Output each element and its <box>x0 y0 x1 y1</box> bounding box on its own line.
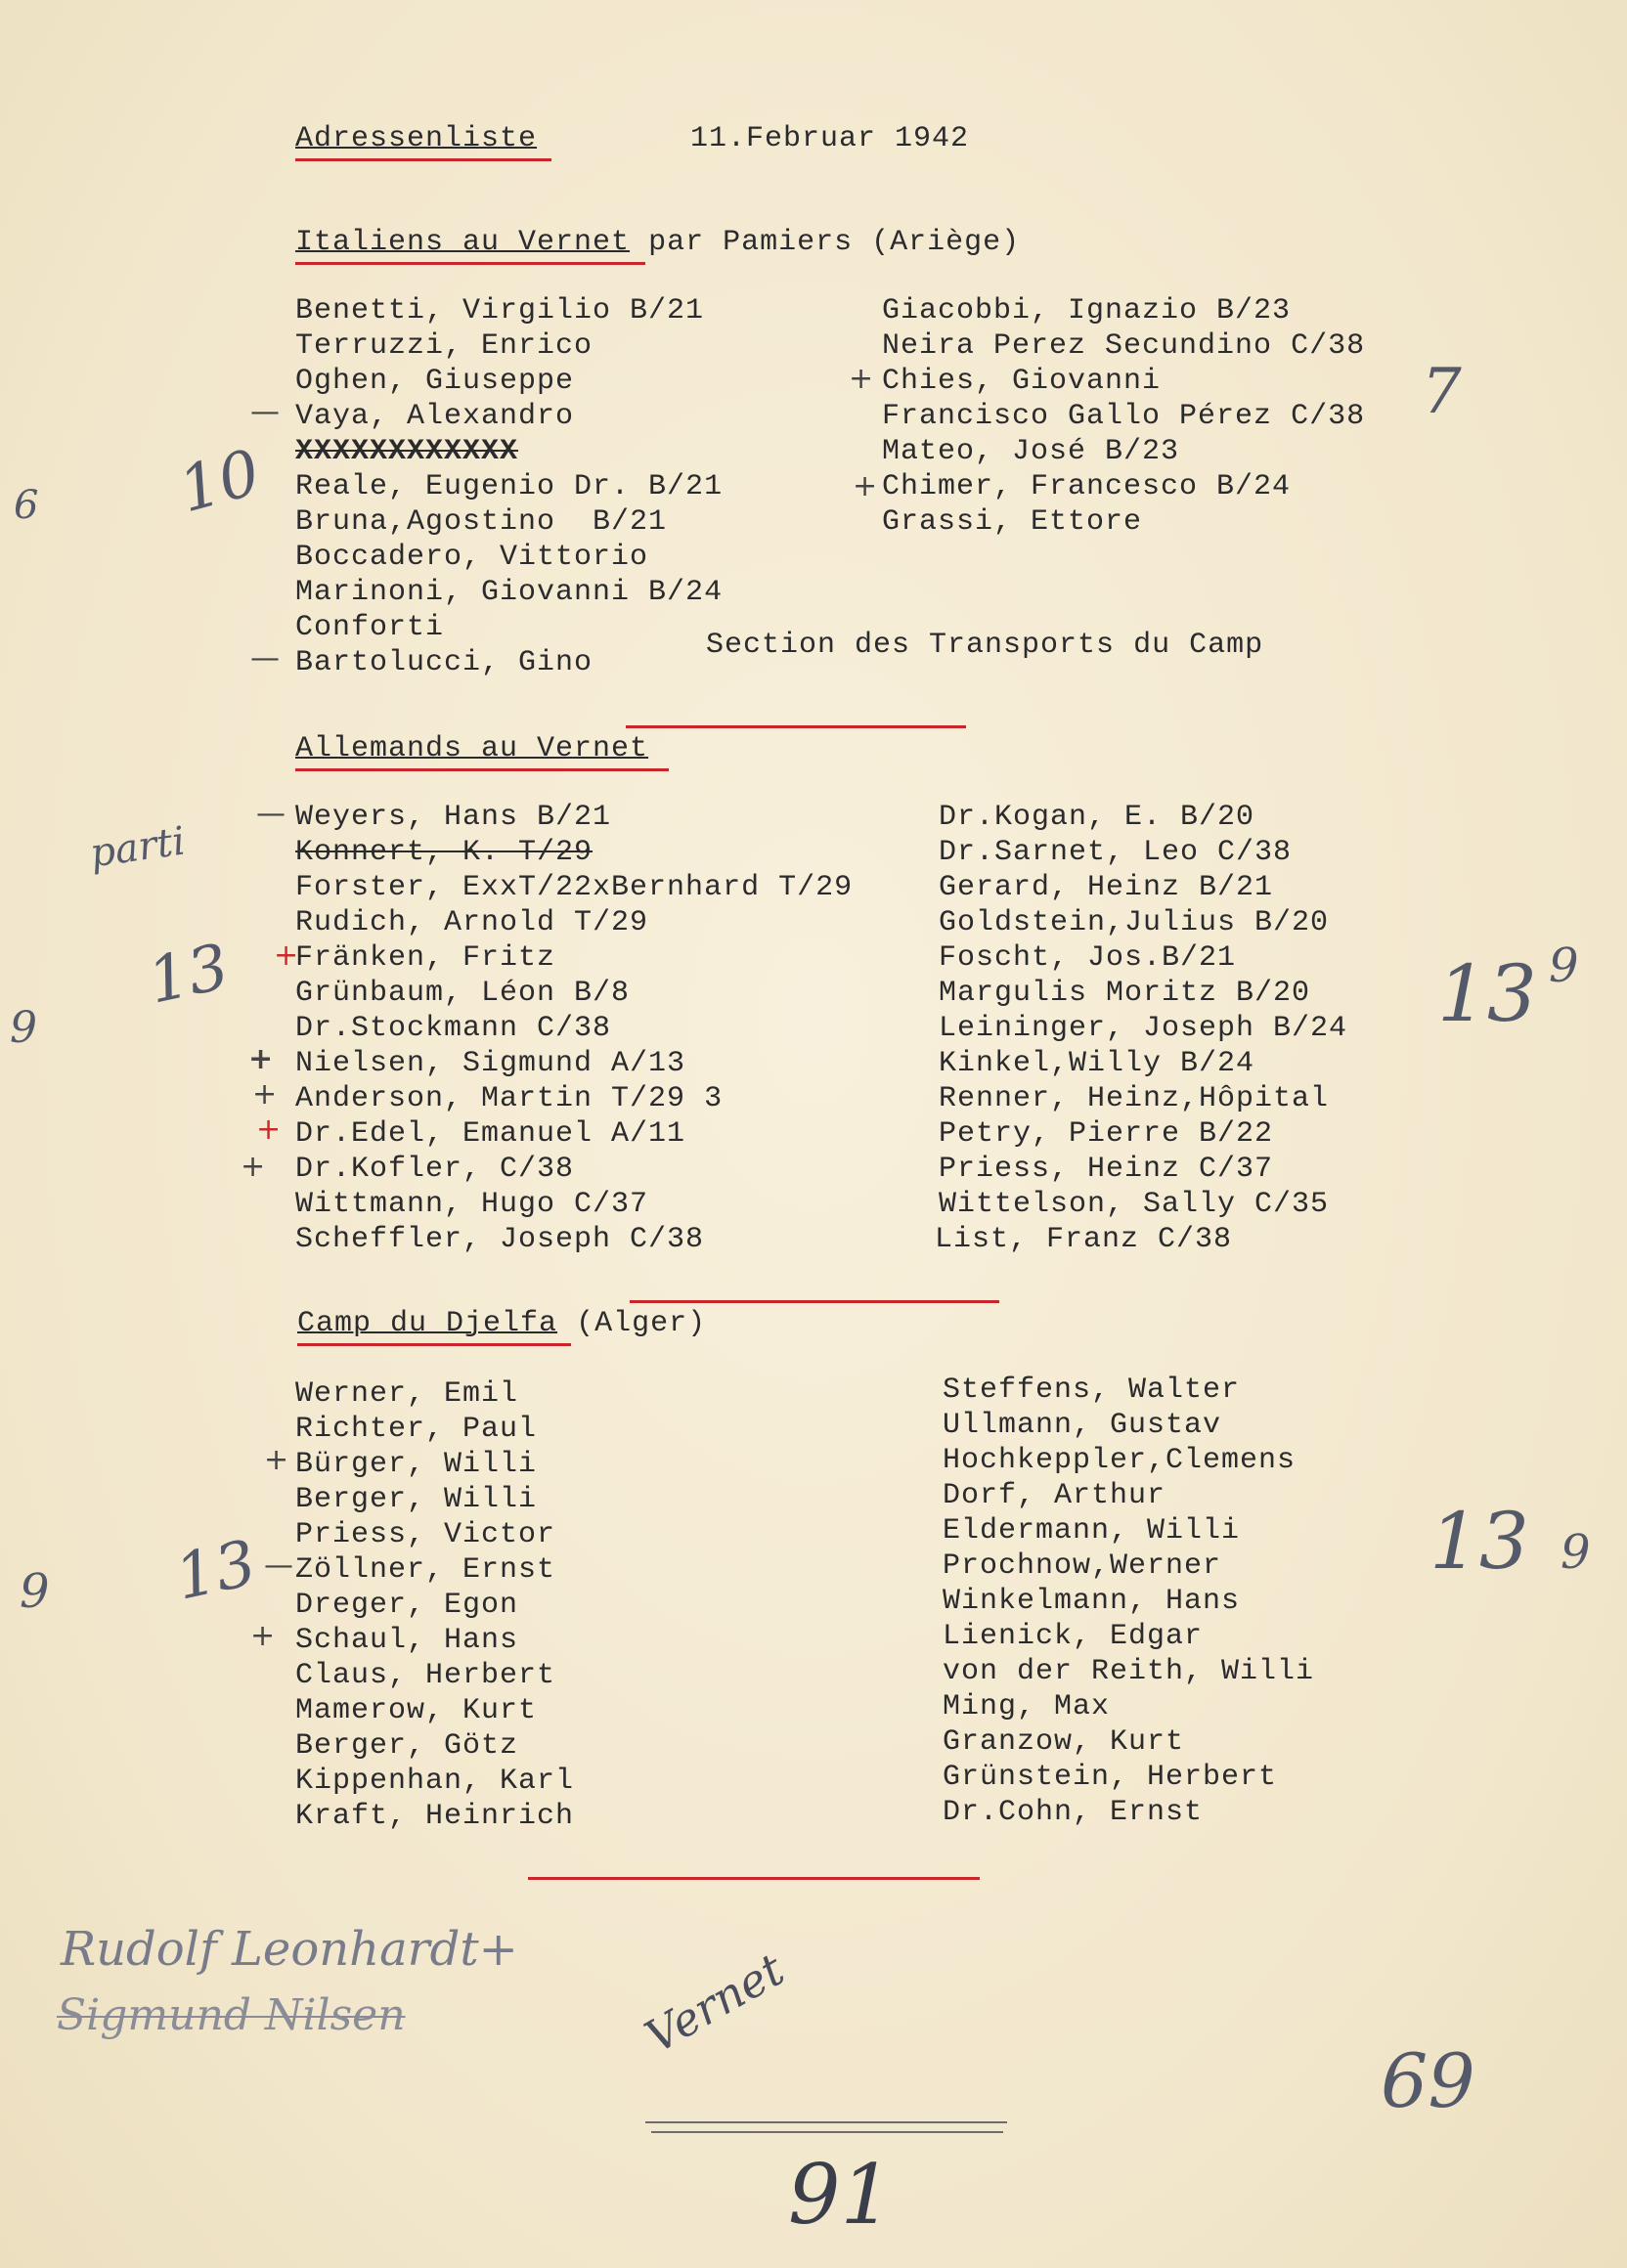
handwritten-total: 69 <box>1381 2037 1475 2124</box>
separator-red-line <box>626 725 966 728</box>
italiens-red-underline <box>295 262 645 265</box>
list-item: Kinkel,Willy B/24 <box>939 1047 1255 1080</box>
list-item: Schaul, Hans <box>295 1624 519 1657</box>
list-item: Winkelmann, Hans <box>943 1585 1241 1618</box>
separator-red-line <box>528 1877 980 1880</box>
list-item: Granzow, Kurt <box>943 1725 1185 1759</box>
list-item: Conforti <box>295 611 445 644</box>
list-item: Werner, Emil <box>295 1377 519 1411</box>
handwritten-count: 9 <box>1549 938 1579 993</box>
plus-mark: + <box>241 1150 266 1184</box>
list-item: Dr.Stockmann C/38 <box>295 1012 612 1045</box>
list-item: Bürger, Willi <box>295 1448 538 1481</box>
list-item: Reale, Eugenio Dr. B/21 <box>295 470 724 503</box>
document-date: 11.Februar 1942 <box>690 122 970 155</box>
list-item: Kraft, Heinrich <box>295 1800 575 1833</box>
handwritten-name-crossed: Sigmund Nilsen <box>57 1990 406 2040</box>
list-item: Ming, Max <box>943 1690 1111 1723</box>
allemands-red-underline <box>295 768 669 771</box>
plus-mark: + <box>248 1042 274 1076</box>
djelfa-heading-rest: (Alger) <box>576 1307 707 1340</box>
plus-mark: + <box>853 469 878 503</box>
list-item: Grünbaum, Léon B/8 <box>295 977 631 1010</box>
section-heading-allemands: Allemands au Vernet <box>295 732 649 765</box>
list-item: Vaya, Alexandro <box>295 400 575 433</box>
list-item: Priess, Victor <box>295 1518 556 1551</box>
list-item: Rudich, Arnold T/29 <box>295 906 649 939</box>
list-item: von der Reith, Willi <box>943 1655 1315 1688</box>
list-item: Foscht, Jos.B/21 <box>939 941 1237 975</box>
list-item: Francisco Gallo Pérez C/38 <box>882 400 1366 433</box>
list-item: Petry, Pierre B/22 <box>939 1117 1274 1151</box>
list-item: Priess, Heinz C/37 <box>939 1153 1274 1186</box>
list-item: Wittmann, Hugo C/37 <box>295 1188 649 1221</box>
list-item: Scheffler, Joseph C/38 <box>295 1223 705 1256</box>
list-item: Dr.Kogan, E. B/20 <box>939 801 1255 834</box>
dash-mark: — <box>264 1548 293 1583</box>
dash-mark: — <box>256 797 286 831</box>
handwritten-grand-total: 91 <box>788 2147 893 2243</box>
list-item: Oghen, Giuseppe <box>295 365 575 398</box>
section-heading-italiens <box>295 225 1020 260</box>
djelfa-heading-main: Camp du Djelfa <box>297 1307 558 1340</box>
dash-mark: — <box>250 641 280 676</box>
list-item: Anderson, Martin T/29 3 <box>295 1082 724 1115</box>
list-item: Eldermann, Willi <box>943 1514 1241 1548</box>
list-item: Giacobbi, Ignazio B/23 <box>882 294 1292 327</box>
total-rule <box>645 2121 1007 2123</box>
italiens-heading-main: Italiens au Vernet <box>295 226 631 259</box>
list-item-crossed: XXXXXXXXXXXX <box>295 435 519 468</box>
handwritten-count: 9 <box>20 1564 50 1619</box>
handwritten-count: 13 <box>1437 948 1537 1039</box>
list-item: List, Franz C/38 <box>935 1223 1233 1256</box>
list-item: Chies, Giovanni <box>882 365 1162 398</box>
list-item: Claus, Herbert <box>295 1659 556 1692</box>
section-heading-djelfa <box>297 1306 706 1341</box>
list-item: Richter, Paul <box>295 1413 538 1446</box>
list-item: Neira Perez Secundino C/38 <box>882 329 1366 363</box>
handwritten-count: 7 <box>1422 356 1462 428</box>
list-item: Margulis Moritz B/20 <box>939 977 1311 1010</box>
list-item: Grünstein, Herbert <box>943 1761 1278 1794</box>
plus-mark: + <box>250 1619 276 1653</box>
total-rule <box>651 2131 1003 2133</box>
list-item: Kippenhan, Karl <box>295 1765 575 1798</box>
list-item-crossed: Konnert, K. T/29 <box>295 836 594 869</box>
list-item: Mamerow, Kurt <box>295 1694 538 1727</box>
list-item: Steffens, Walter <box>943 1374 1241 1407</box>
list-item: Bruna,Agostino B/21 <box>295 505 668 539</box>
list-item: Prochnow,Werner <box>943 1549 1222 1583</box>
title-red-underline <box>295 158 551 161</box>
list-item: Nielsen, Sigmund A/13 <box>295 1047 686 1080</box>
list-item: Renner, Heinz,Hôpital <box>939 1082 1330 1115</box>
handwritten-count: 13 <box>169 1527 263 1615</box>
list-item: Fränken, Fritz <box>295 941 556 975</box>
list-item: Dr.Kofler, C/38 <box>295 1153 575 1186</box>
djelfa-red-underline <box>297 1343 571 1346</box>
document-title: Adressenliste <box>295 122 538 155</box>
list-item: Dreger, Egon <box>295 1589 519 1622</box>
plus-mark-red: + <box>256 1112 282 1147</box>
list-item: Dr.Edel, Emanuel A/11 <box>295 1117 686 1151</box>
italiens-heading-rest: par Pamiers (Ariège) <box>648 226 1021 259</box>
list-item: Dorf, Arthur <box>943 1479 1166 1512</box>
list-item: Marinoni, Giovanni B/24 <box>295 576 724 609</box>
list-item: Mateo, José B/23 <box>882 435 1180 468</box>
list-item: Lienick, Edgar <box>943 1620 1204 1653</box>
list-item: Terruzzi, Enrico <box>295 329 594 363</box>
list-item: Grassi, Ettore <box>882 505 1143 539</box>
dash-mark: — <box>250 395 280 429</box>
list-item: Benetti, Virgilio B/21 <box>295 294 705 327</box>
handwritten-count: 13 <box>142 931 236 1019</box>
handwritten-count: 13 <box>1429 1496 1529 1587</box>
handwritten-count: 9 <box>1561 1525 1591 1580</box>
list-item: Goldstein,Julius B/20 <box>939 906 1330 939</box>
list-item: Wittelson, Sally C/35 <box>939 1188 1330 1221</box>
section-note: Section des Transports du Camp <box>706 629 1264 662</box>
list-item: Berger, Götz <box>295 1729 519 1763</box>
list-item: Berger, Willi <box>295 1483 538 1516</box>
list-item: Dr.Cohn, Ernst <box>943 1796 1204 1829</box>
list-item: Hochkeppler,Clemens <box>943 1444 1297 1477</box>
plus-mark: + <box>252 1077 278 1112</box>
list-item: Weyers, Hans B/21 <box>295 801 612 834</box>
list-item: Zöllner, Ernst <box>295 1553 556 1587</box>
list-item: Boccadero, Vittorio <box>295 541 649 574</box>
plus-mark: + <box>849 362 874 396</box>
list-item: Bartolucci, Gino <box>295 646 594 679</box>
list-item: Gerard, Heinz B/21 <box>939 871 1274 904</box>
plus-mark: + <box>264 1443 289 1477</box>
handwritten-vernet: Vernet <box>636 1942 793 2064</box>
list-item: Forster, ExxT/22xBernhard T/29 <box>295 871 854 904</box>
list-item: Ullmann, Gustav <box>943 1409 1222 1442</box>
handwritten-name: Rudolf Leonhardt+ <box>61 1922 518 1977</box>
handwritten-count: 9 <box>10 1003 37 1053</box>
handwritten-parti: parti <box>87 818 189 877</box>
separator-red-line <box>630 1300 999 1303</box>
plus-mark-red: + <box>274 938 299 973</box>
handwritten-count: 6 <box>14 483 39 528</box>
list-item: Dr.Sarnet, Leo C/38 <box>939 836 1293 869</box>
list-item: Chimer, Francesco B/24 <box>882 470 1292 503</box>
list-item: Leininger, Joseph B/24 <box>939 1012 1348 1045</box>
handwritten-count: 10 <box>171 436 268 528</box>
